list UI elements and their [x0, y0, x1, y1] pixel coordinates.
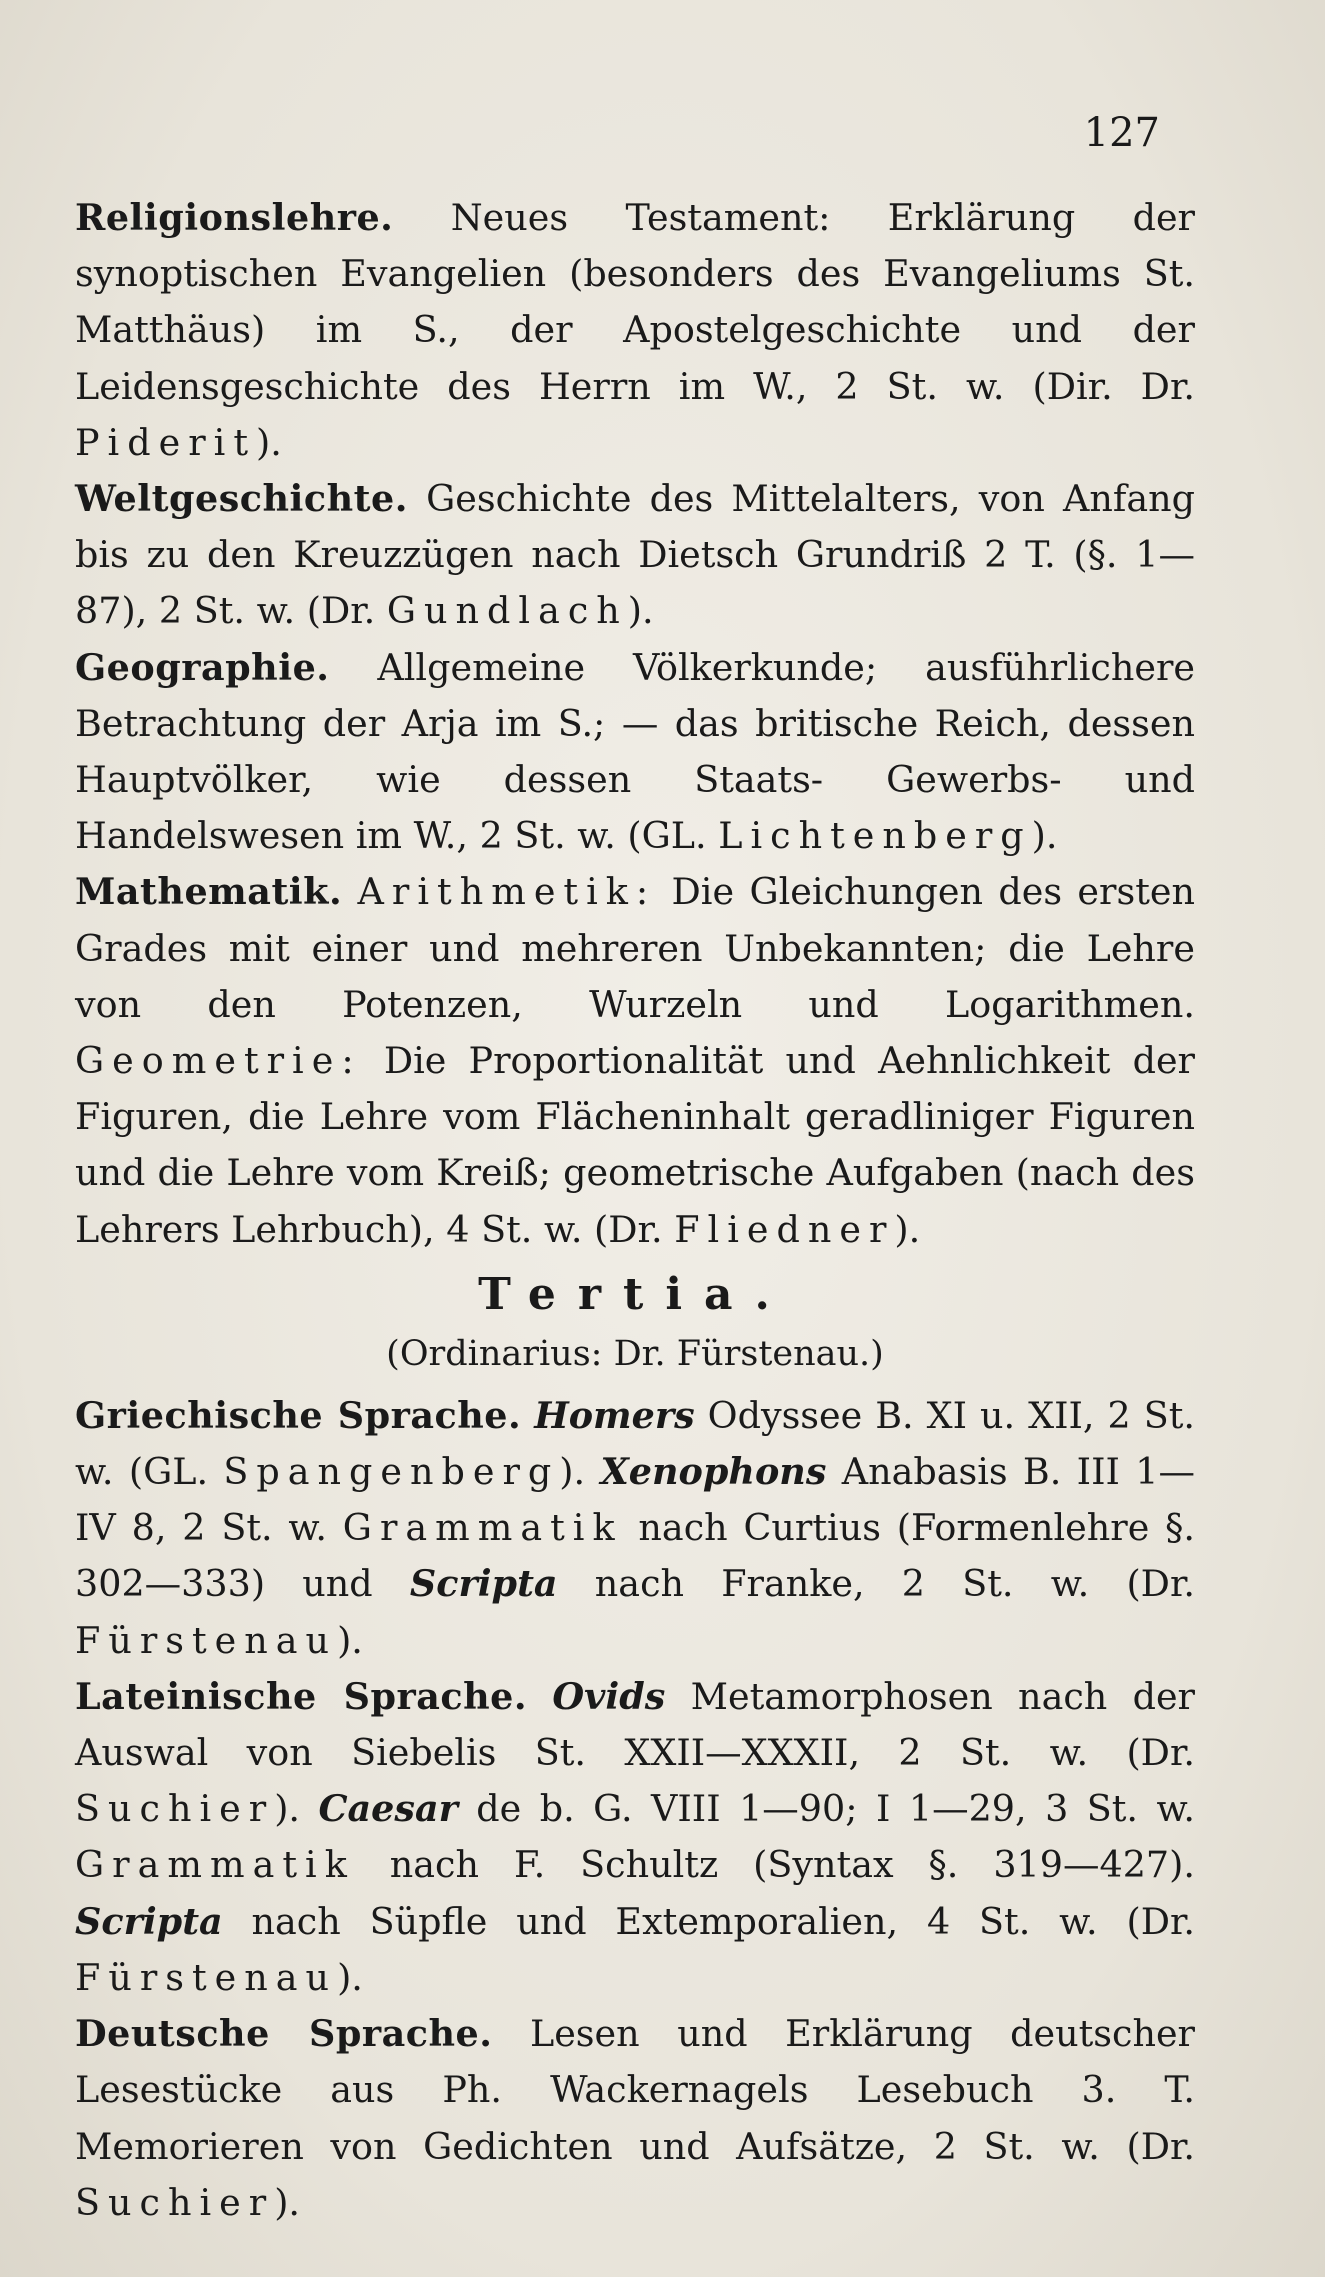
paragraph-text: ). — [627, 589, 654, 633]
teacher-name: Suchier — [75, 2180, 275, 2224]
subject-heading-greek: Griechische Sprache. — [75, 1393, 522, 1437]
section-title-tertia: Tertia. — [478, 1268, 792, 1320]
paragraph-text: nach Süpfle und Extemporalien, 4 St. w. (Dr. — [222, 1899, 1195, 1943]
paragraph-text: ). — [274, 2180, 301, 2224]
subject-heading-religion: Religionslehre. — [75, 196, 394, 239]
teacher-name: Fliedner — [674, 1207, 895, 1251]
section-subtitle-ordinarius: (Ordinarius: Dr. Fürstenau.) — [386, 1333, 884, 1374]
paragraph-math — [75, 864, 1195, 1257]
teacher-name: Fürstenau — [75, 1618, 338, 1662]
paragraph-text: Neues Testament: Erklärung der synoptischen Evangelien (besonders des Evangeliums St. Matthäus) im S., der Apostelgeschichte und der Leidensgeschichte des Herrn im W., 2 St. w. (Dir. Dr. — [75, 196, 1195, 408]
paragraph-text: ). — [894, 1207, 921, 1251]
paragraph-text: Anabasis B. III 1—IV 8, 2 St. w. — [75, 1450, 1195, 1550]
teacher-name: Suchier — [75, 1787, 275, 1831]
teacher-name: Gundlach — [386, 589, 628, 633]
subject-heading-geography: Geographie. — [75, 645, 330, 689]
paragraph-text: ). — [337, 1955, 363, 1999]
paragraph-german — [75, 2006, 1195, 2231]
paragraph-history — [75, 471, 1195, 640]
teacher-name: Fürstenau — [75, 1955, 338, 1999]
paragraph-text: ). — [559, 1450, 601, 1494]
paragraph-text: nach Curtius (Formenlehre §. 302—333) und — [75, 1506, 1196, 1606]
author-name: Xenophons — [600, 1450, 827, 1494]
author-name: Caesar — [318, 1787, 458, 1831]
paragraph-text: Lesen und Erklärung deutscher Lesestücke aus Ph. Wackernagels Lesebuch 3. T. Memorieren von Gedichten und Aufsätze, 2 St. w. (Dr. — [75, 2012, 1196, 2168]
paragraph-text: nach F. Schultz (Syntax §. 319—427). — [354, 1843, 1195, 1887]
topic-label-grammar: Grammatik — [75, 1843, 355, 1887]
paragraph-geography — [75, 640, 1195, 865]
subject-heading-history: Weltgeschichte. — [75, 477, 408, 521]
paragraph-text: ). — [274, 1787, 319, 1831]
teacher-name: Piderit — [75, 420, 256, 464]
paragraph-text: Odyssee B. XI u. XII, 2 St. w. (GL. — [75, 1393, 1196, 1494]
paragraph-text: ). — [337, 1618, 363, 1662]
author-name: Homers — [534, 1393, 695, 1437]
subject-heading-german: Deutsche Sprache. — [75, 2012, 493, 2056]
paragraph-text: Geschichte des Mittelalters, von Anfang bis zu den Kreuzzügen nach Dietsch Grundriß 2 T. (§. 1—87), 2 St. w. (Dr. — [75, 477, 1195, 633]
paragraph-religion — [75, 190, 1195, 471]
paragraph-text: Die Gleichungen des ersten Grades mit einer und mehreren Unbekannten; die Lehre von den Potenzen, Wurzeln und Logarithmen. — [75, 870, 1195, 1026]
topic-label-arithmetic: Arithmetik: — [357, 870, 657, 914]
author-name: Ovids — [552, 1674, 666, 1718]
subject-heading-latin: Lateinische Sprache. — [75, 1674, 528, 1718]
scripta-label: Scripta — [75, 1899, 223, 1943]
paragraph-text: de b. G. VIII 1—90; I 1—29, 3 St. w. — [457, 1787, 1195, 1831]
subject-heading-math: Mathematik. — [75, 870, 343, 914]
topic-label-grammar: Grammatik — [342, 1506, 623, 1550]
paragraph-text: nach Franke, 2 St. w. (Dr. — [557, 1562, 1195, 1606]
paragraph-greek — [75, 1388, 1195, 1669]
paragraph-text: Metamorphosen nach der Auswal von Siebelis St. XXII—XXXII, 2 St. w. (Dr. — [75, 1674, 1195, 1775]
teacher-name: Spangenberg — [223, 1450, 560, 1494]
paragraph-latin — [75, 1669, 1195, 2006]
paragraph-text: ). — [256, 420, 282, 464]
paragraph-text: ). — [1031, 814, 1058, 858]
scripta-label: Scripta — [409, 1562, 558, 1606]
teacher-name: Lichtenberg — [718, 814, 1032, 858]
paragraph-text: Allgemeine Völkerkunde; ausführlichere Betrachtung der Arja im S.; — das britische Reich, dessen Hauptvölker, wie dessen Staats- Gewerbs- und Handelswesen im W., 2 St. w. (GL. — [75, 645, 1195, 858]
topic-label-geometry: Geometrie: — [75, 1039, 362, 1083]
page-number: 127 — [1083, 110, 1160, 156]
paragraph-text: Die Proportionalität und Aehnlichkeit der Figuren, die Lehre vom Flächeninhalt geradliniger Figuren und die Lehre vom Kreiß; geometrische Aufgaben (nach des Lehrers Lehrbuch), 4 St. w. (Dr. — [75, 1039, 1195, 1251]
page-body — [75, 190, 1195, 2231]
